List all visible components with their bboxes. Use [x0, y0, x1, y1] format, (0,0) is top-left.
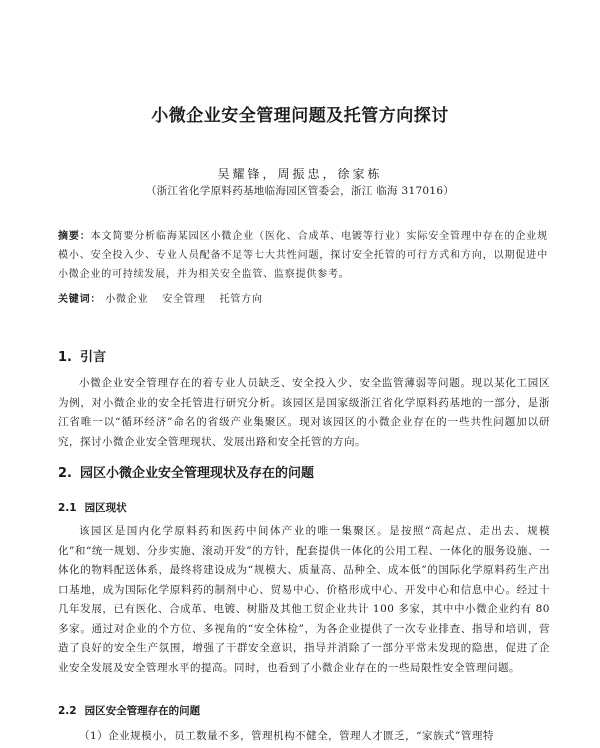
subsection-number: 2.1 — [58, 502, 77, 514]
section-heading — [58, 346, 106, 365]
keyword: 托管方向 — [219, 294, 263, 305]
subsection-number: 2.2 — [58, 705, 77, 717]
subsection-title: 园区安全管理存在的问题 — [84, 705, 201, 717]
abstract-label: 摘要： — [58, 231, 91, 242]
section-heading — [58, 462, 314, 481]
section-title: 引言 — [79, 350, 106, 365]
subsection-title: 园区现状 — [84, 502, 127, 514]
body-paragraph: 该园区是国内化学原料药和医药中间体产业的唯一集聚区。是按照“高起点、走出去、规模化”和“统一规划、分步实施、滚动开发”的方针，配套提供一体化的公用工程、一体化的服务设施、一体化的物料配送体系，最终将建设成为“规模大、质量高、品种全、成本低”的国际化学原料药生产出口基地，成为国际化学原料药的制剂中心、贸易中心、价格形成中心、开发中心和信息中心。经过十几年发展，已有医化、合成革、电镀、树脂及其他工贸企业共计 100 多家，其中中小微企业约有 80 多家。通过对企业的个方位、多视角的“安全体检”，为各企业提供了一次专业排查、指导和培训，营造了良好的安全生产氛围，增强了干群安全意识，指导并消除了一部分平常未发现的隐患，促进了企业安全发展及安全管理水平的提高。同时，也看到了小微企业存在的一些局限性安全管理问题。 — [58, 525, 550, 674]
author-list: 吴耀锋，周振忠，徐家栋 — [217, 167, 383, 181]
subsection-heading — [58, 703, 200, 718]
section-number: 1. — [58, 350, 72, 365]
body-paragraph: （1）企业规模小，员工数量不多，管理机构不健全，管理人才匮乏，“家族式”管理特 — [79, 730, 494, 742]
paper-title: 小微企业安全管理问题及托管方向探讨 — [151, 106, 449, 126]
keywords — [58, 290, 548, 305]
keyword: 安全管理 — [162, 294, 206, 305]
subsection-heading — [58, 500, 127, 515]
keywords-label: 关键词： — [58, 294, 102, 305]
author-affiliation: （浙江省化学原料药基地临海园区管委会，浙江 临海 317016） — [145, 185, 455, 197]
abstract — [58, 227, 548, 284]
body-paragraph: 小微企业安全管理存在的着专业人员缺乏、安全投入少、安全监管薄弱等问题。现以某化工园区为例，对小微企业的安全托管进行研究分析。该园区是国家级浙江省化学原料药基地的一部分，是浙江省唯一以“循环经济”命名的省级产业集聚区。现对该园区的小微企业存在的一些共性问题加以研究，探讨小微企业安全管理现状、发展出路和安全托管的方向。 — [58, 377, 550, 448]
abstract-text: 本文简要分析临海某园区小微企业（医化、合成革、电镀等行业）实际安全管理中存在的企业规模小、安全投入少、专业人员配备不足等七大共性问题，探讨安全托管的可行方式和方向，以期促进中小微企业的可持续发展，并为相关安全监管、监察提供参考。 — [58, 231, 548, 280]
keyword: 小微企业 — [105, 294, 149, 305]
section-number: 2. — [58, 466, 72, 481]
section-title: 园区小微企业安全管理现状及存在的问题 — [79, 466, 314, 481]
